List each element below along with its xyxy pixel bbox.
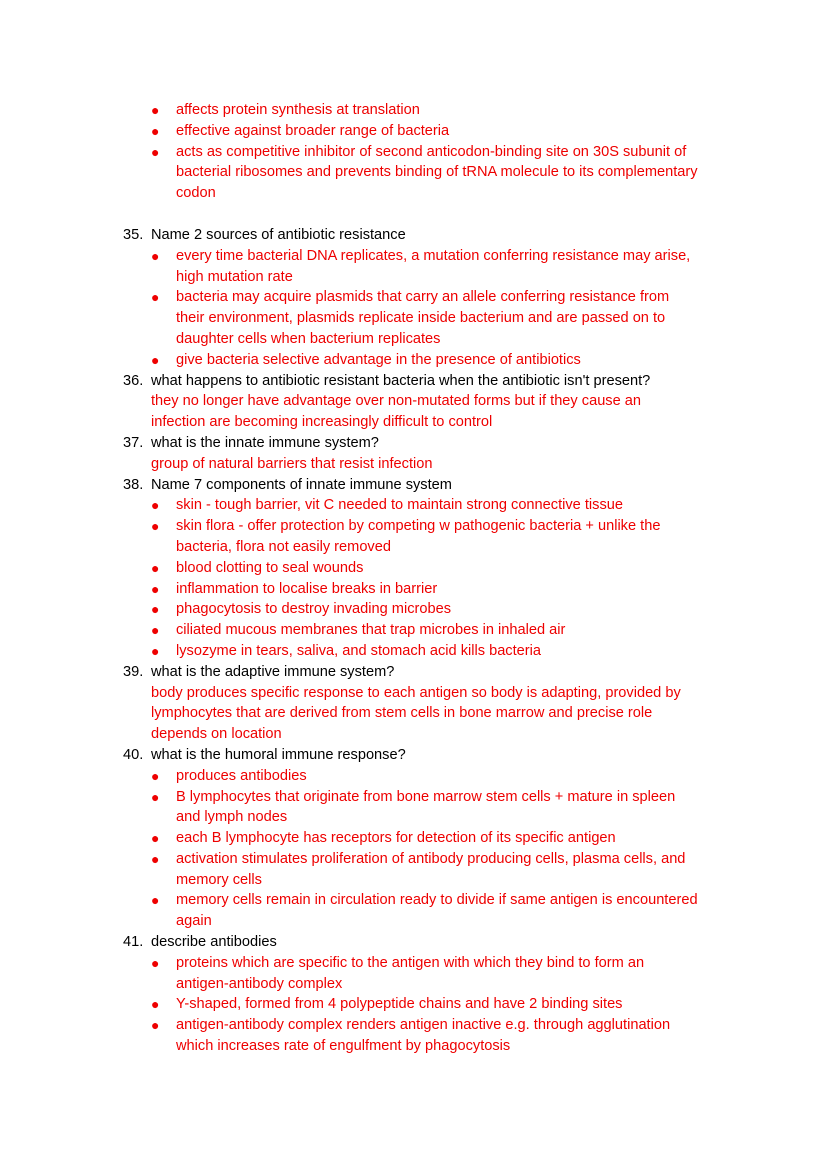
question-number: 37.: [123, 434, 144, 451]
bullet-text: give bacteria selective advantage in the presence of antibiotics: [176, 351, 581, 368]
bullet-text: affects protein synthesis at translation: [176, 102, 420, 118]
bullet-marker: ●: [151, 601, 160, 618]
bullet-item: [0, 100, 828, 121]
bullet-marker: ●: [151, 954, 160, 971]
question-number: 39.: [123, 663, 144, 680]
answer-text: they no longer have advantage over non-mutated forms but if they cause an: [151, 393, 642, 410]
question: [0, 371, 828, 392]
bullet-text-continued: again: [176, 913, 212, 930]
bullet-text: phagocytosis to destroy invading microbes: [176, 601, 451, 618]
bullet-marker: ●: [151, 642, 160, 659]
bullet-item: [0, 849, 828, 870]
bullet-item: [0, 1015, 828, 1036]
bullet-text: skin flora - offer protection by competing w pathogenic bacteria + unlike the: [176, 518, 661, 535]
bullet-item: [0, 246, 828, 267]
bullet-text: memory cells remain in circulation ready to divide if same antigen is encountered: [176, 892, 698, 909]
answer-text: body produces specific response to each antigen so body is adapting, provided by: [151, 684, 681, 701]
bullet-text: lysozyme in tears, saliva, and stomach acid kills bacteria: [176, 642, 541, 659]
bullet-text: acts as competitive inhibitor of second anticodon-binding site on 30S subunit of: [176, 143, 687, 160]
bullet-marker: ●: [151, 892, 160, 909]
bullet-item: [0, 579, 828, 600]
bullet-item: [0, 994, 828, 1015]
bullet-item: [0, 350, 828, 371]
bullet-text: ciliated mucous membranes that trap microbes in inhaled air: [176, 622, 566, 639]
bullet-marker: ●: [151, 289, 160, 306]
bullet-item: [0, 599, 828, 620]
bullet-marker: ●: [151, 830, 160, 847]
bullet-text: B lymphocytes that originate from bone marrow stem cells + mature in spleen: [176, 788, 676, 805]
question: [0, 475, 828, 496]
bullet-item: [0, 953, 828, 974]
bullet-text-continued: their environment, plasmids replicate inside bacterium and are passed on to: [176, 310, 666, 327]
spacer: [0, 204, 828, 225]
bullet-text: Y-shaped, formed from 4 polypeptide chains and have 2 binding sites: [176, 996, 623, 1013]
question-text: what is the adaptive immune system?: [151, 663, 395, 680]
bullet-item: [0, 890, 828, 911]
bullet-marker: ●: [151, 559, 160, 576]
bullet-item: [0, 620, 828, 641]
bullet-marker: ●: [151, 996, 160, 1013]
bullet-text: effective against broader range of bacteria: [176, 122, 450, 139]
question: [0, 662, 828, 683]
bullet-item: [0, 787, 828, 808]
answer-text: lymphocytes that are derived from stem cells in bone marrow and precise role: [151, 705, 653, 722]
question-number: 35.: [123, 226, 144, 243]
bullet-marker: ●: [151, 497, 160, 514]
bullet-marker: ●: [151, 850, 160, 867]
question-number: 38.: [123, 476, 144, 493]
bullet-text: antigen-antibody complex renders antigen inactive e.g. through agglutination: [176, 1017, 671, 1034]
question-number: 41.: [123, 934, 144, 951]
bullet-item: [0, 142, 828, 163]
answer-text: depends on location: [151, 726, 282, 743]
bullet-text-continued: antigen-antibody complex: [176, 975, 343, 992]
bullet-marker: ●: [151, 767, 160, 784]
bullet-text-continued: and lymph nodes: [176, 809, 288, 826]
bullet-text-continued: daughter cells when bacterium replicates: [176, 330, 441, 347]
bullet-marker: ●: [151, 122, 160, 139]
bullet-item: [0, 495, 828, 516]
question-text: describe antibodies: [151, 934, 277, 951]
bullet-text-continued: high mutation rate: [176, 268, 293, 285]
answer-text: group of natural barriers that resist infection: [151, 455, 433, 472]
bullet-item: [0, 828, 828, 849]
bullet-text: each B lymphocyte has receptors for detection of its specific antigen: [176, 830, 616, 847]
bullet-marker: ●: [151, 143, 160, 160]
bullet-text: blood clotting to seal wounds: [176, 559, 364, 576]
bullet-marker: ●: [151, 102, 160, 118]
question-text: what is the innate immune system?: [151, 434, 379, 451]
question-text: what happens to antibiotic resistant bacteria when the antibiotic isn't present?: [151, 372, 651, 389]
bullet-text: produces antibodies: [176, 767, 307, 784]
bullet-text: every time bacterial DNA replicates, a mutation conferring resistance may arise,: [176, 247, 691, 264]
bullet-marker: ●: [151, 247, 160, 264]
bullet-item: [0, 516, 828, 537]
bullet-marker: ●: [151, 518, 160, 535]
question-text: what is the humoral immune response?: [151, 746, 406, 763]
bullet-text-continued: codon: [176, 185, 216, 202]
question-number: 40.: [123, 746, 144, 763]
bullet-item: [0, 766, 828, 787]
question: [0, 225, 828, 246]
answer-text: infection are becoming increasingly difficult to control: [151, 414, 493, 431]
bullet-item: [0, 641, 828, 662]
bullet-marker: ●: [151, 788, 160, 805]
question: [0, 433, 828, 454]
bullet-text: proteins which are specific to the antigen with which they bind to form an: [176, 954, 645, 971]
bullet-marker: ●: [151, 580, 160, 597]
document-page: [0, 100, 828, 1057]
bullet-text: bacteria may acquire plasmids that carry an allele conferring resistance from: [176, 289, 670, 306]
bullet-text: skin - tough barrier, vit C needed to maintain strong connective tissue: [176, 497, 623, 514]
bullet-marker: ●: [151, 351, 160, 368]
bullet-text-continued: bacteria, flora not easily removed: [176, 538, 391, 555]
question-text: Name 7 components of innate immune system: [151, 476, 452, 493]
bullet-item: [0, 121, 828, 142]
bullet-marker: ●: [151, 622, 160, 639]
bullet-item: [0, 287, 828, 308]
bullet-item: [0, 558, 828, 579]
bullet-text-continued: bacterial ribosomes and prevents binding of tRNA molecule to its complementary: [176, 164, 698, 181]
bullet-marker: ●: [151, 1017, 160, 1034]
question-number: 36.: [123, 372, 144, 389]
question: [0, 745, 828, 766]
bullet-text: inflammation to localise breaks in barrier: [176, 580, 438, 597]
question: [0, 932, 828, 953]
bullet-text-continued: which increases rate of engulfment by phagocytosis: [176, 1038, 511, 1055]
question-text: Name 2 sources of antibiotic resistance: [151, 226, 406, 243]
bullet-text-continued: memory cells: [176, 871, 262, 888]
bullet-text: activation stimulates proliferation of antibody producing cells, plasma cells, and: [176, 850, 686, 867]
